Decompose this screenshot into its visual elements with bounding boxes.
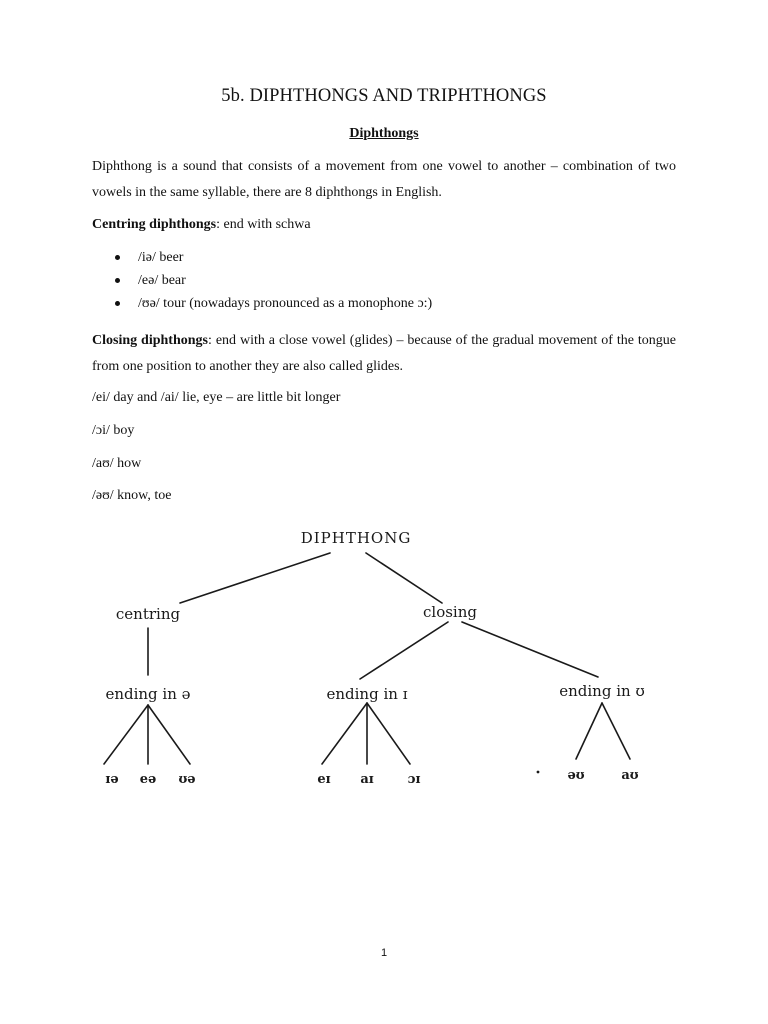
closing-line-au: /aʊ/ how	[92, 456, 142, 471]
tree-root: DIPHTHONG	[300, 529, 412, 547]
tree-edge	[148, 705, 190, 764]
list-item: /ʊə/ tour (nowadays pronounced as a monophone ɔ:)	[112, 292, 432, 315]
tree-edge	[322, 703, 367, 764]
centring-paragraph	[92, 212, 676, 238]
tree-node-ending-u: ending in ʊ	[559, 682, 645, 700]
tree-leaf: aʊ	[621, 768, 639, 783]
list-item: /eə/ bear	[112, 269, 432, 292]
intro-paragraph: Diphthong is a sound that consists of a movement from one vowel to another – combination of two vowels in the same syllable, there are 8 diphthongs in English.	[92, 159, 676, 200]
tree-node-ending-i: ending in ɪ	[326, 685, 408, 703]
tree-edge	[366, 553, 442, 603]
tree-leaf: eə	[139, 772, 157, 787]
closing-line-ou: /əʊ/ know, toe	[92, 488, 172, 503]
scan-speck	[537, 771, 540, 774]
tree-edge	[367, 703, 410, 764]
centring-list	[112, 246, 432, 315]
closing-paragraph	[92, 328, 676, 380]
list-item: /iə/ beer	[112, 246, 432, 269]
page-number: 1	[380, 947, 388, 959]
centring-description: : end with schwa	[216, 217, 311, 232]
closing-label: Closing diphthongs	[92, 333, 208, 348]
tree-leaf: ɔɪ	[407, 772, 421, 787]
tree-edge	[576, 703, 602, 759]
tree-leaf: aɪ	[360, 772, 374, 787]
tree-leaf: əʊ	[567, 768, 585, 783]
tree-node-closing: closing	[423, 603, 477, 621]
tree-node-ending-schwa: ending in ə	[105, 685, 191, 703]
tree-node-centring: centring	[115, 605, 181, 623]
tree-leaf: eɪ	[317, 772, 331, 787]
closing-line-oi: /ɔi/ boy	[92, 423, 135, 438]
centring-label: Centring diphthongs	[92, 217, 217, 232]
tree-edge	[104, 705, 148, 764]
tree-leaf: ʊə	[178, 772, 196, 787]
tree-leaf: ɪə	[105, 772, 119, 787]
tree-edge	[360, 622, 448, 679]
page-title: 5b. DIPHTHONGS AND TRIPHTHONGS	[221, 86, 547, 106]
closing-line-ei-ai: /ei/ day and /ai/ lie, eye – are little bit longer	[92, 390, 341, 405]
closing-description: : end with a close vowel (glides) – because of the gradual movement of the tongue from one position to another they are also called glides.	[92, 333, 676, 374]
diphthong-tree-diagram	[90, 515, 680, 805]
section-heading: Diphthongs	[349, 126, 419, 141]
tree-edge	[462, 622, 598, 677]
tree-edge	[180, 553, 330, 603]
tree-edge	[602, 703, 630, 759]
